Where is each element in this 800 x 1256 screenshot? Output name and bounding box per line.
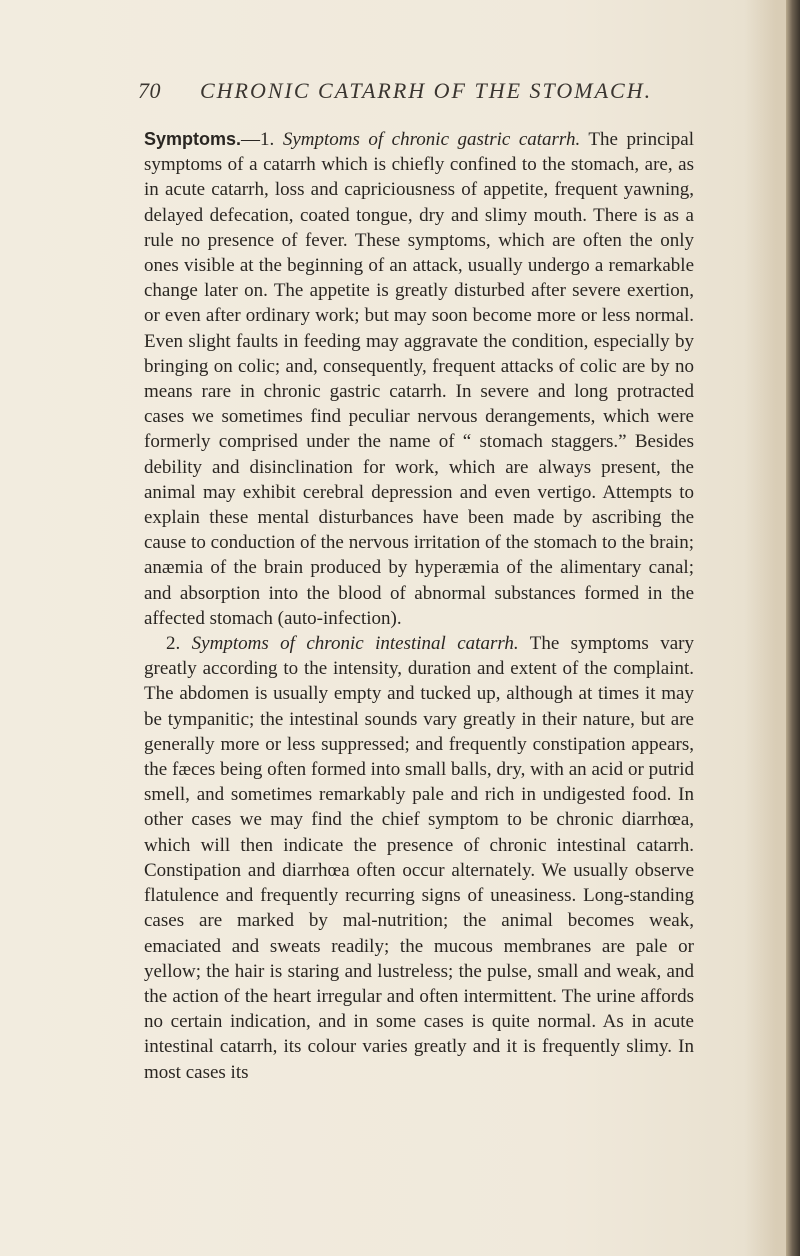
paragraph-title: Symptoms of chronic gastric catarrh. bbox=[282, 129, 581, 150]
paragraph-intestinal bbox=[144, 631, 694, 1085]
section-heading: Symptoms. bbox=[144, 129, 242, 149]
paragraph-number: —1. bbox=[241, 129, 283, 150]
paragraph-text: The principal symptoms of a catarrh which is chiefly confined to the stomach, are, as in acute catarrh, loss and capriciousness of appetite, frequent yawning, delayed defecation, coated tongue, dry and slimy mouth. There is as a rule no presence of fever. These symptoms, which are often the only ones visible at the beginning of an attack, usually undergo a remarkable change later on. The appetite is greatly disturbed after severe exertion, or even after ordinary work; but may soon become more or less normal. Even slight faults in feeding may aggravate the condition, especially by bringing on colic; and, consequently, frequent attacks of colic are by no means rare in chronic gastric catarrh. In severe and long protracted cases we sometimes find peculiar nervous derangements, which were formerly comprised under the name of “ stomach staggers.” Besides debility and disinclination for work, which are always present, the animal may exhibit cerebral depression and even vertigo. Attempts to explain these mental disturbances have been made by ascribing the cause to conduction of the nervous irritation of the stomach to the brain; anæmia of the brain produced by hyperæmia of the alimentary canal; and absorption into the blood of abnormal substances formed in the affected stomach (auto-infection). bbox=[144, 129, 694, 629]
paragraph-title: Symptoms of chronic intestinal catarrh. bbox=[191, 633, 519, 655]
page-number: 70 bbox=[138, 78, 161, 103]
paragraph-gastric bbox=[144, 127, 694, 631]
page-header bbox=[138, 78, 678, 112]
running-head: CHRONIC CATARRH OF THE STOMACH. bbox=[200, 78, 653, 103]
body-text bbox=[144, 127, 694, 1085]
paragraph-text: The symptoms vary greatly according to the intensity, duration and extent of the complaint. The abdomen is usually empty and tucked up, although at times it may be tympanitic; the intestinal sounds vary greatly in their nature, but are generally more or less suppressed; and frequently constipation appears, the fæces being often formed into small balls, dry, with an acid or putrid smell, and sometimes remarkably pale and rich in undigested food. In other cases we may find the chief symptom to be chronic diarrhœa, which will then indicate the presence of chronic intestinal catarrh. Constipation and diarrhœa often occur alternately. We usually observe flatulence and frequently recurring signs of uneasiness. Long-standing cases are marked by mal-nutrition; the animal becomes weak, emaciated and sweats readily; the mucous membranes are pale or yellow; the hair is staring and lustreless; the pulse, small and weak, and the action of the heart irregular and often intermittent. The urine affords no certain indication, and in some cases is quite normal. As in acute intestinal catarrh, its colour varies greatly and it is frequently slimy. In most cases its bbox=[144, 633, 694, 1083]
page-edge-shadow bbox=[786, 0, 800, 1256]
paragraph-number: 2. bbox=[166, 633, 192, 655]
